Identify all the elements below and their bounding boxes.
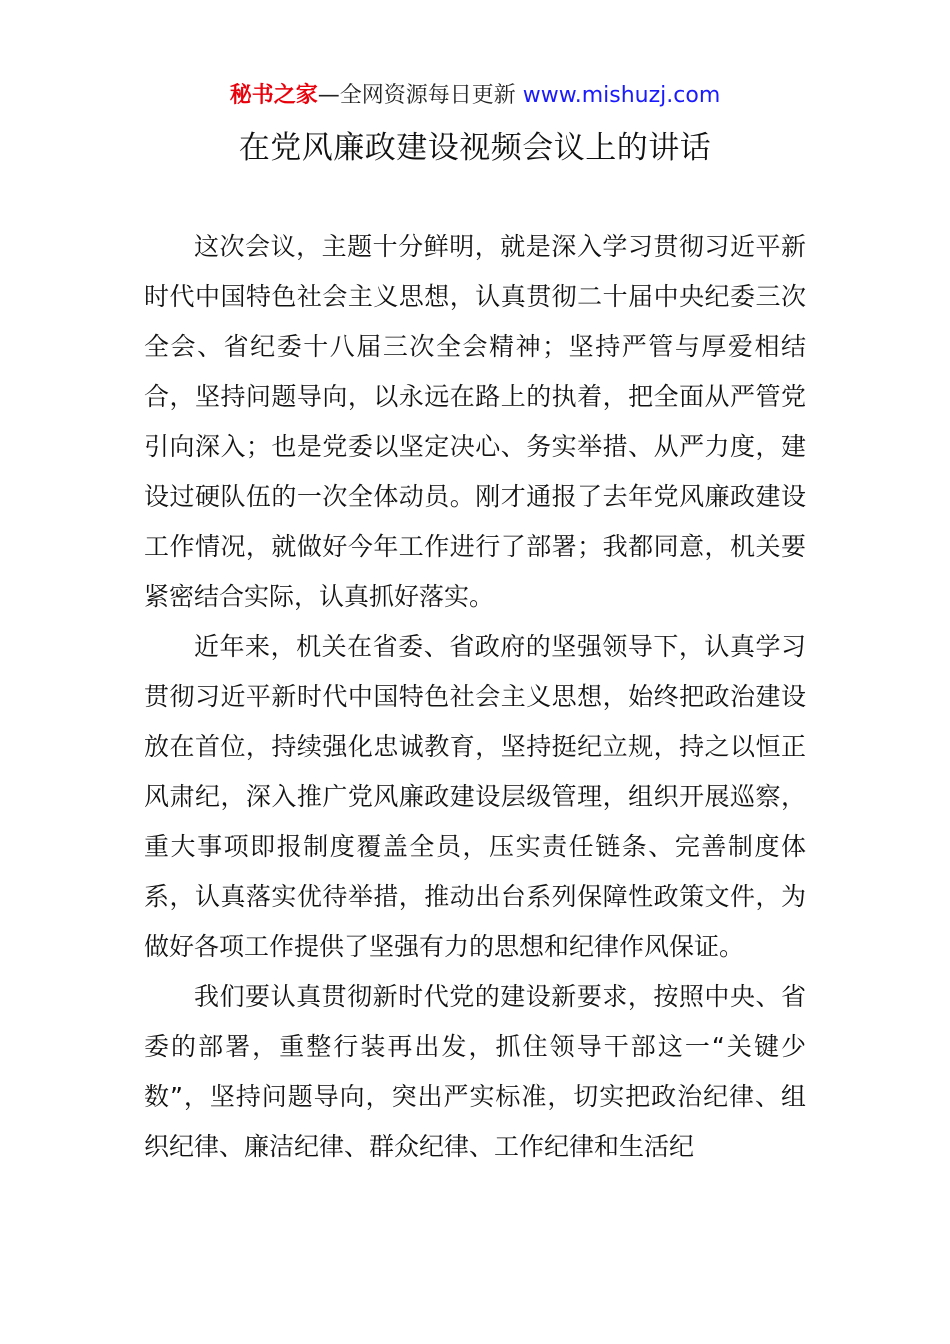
document-body (144, 222, 806, 1172)
site-brand: 秘书之家 (229, 83, 318, 108)
paragraph-3: 我们要认真贯彻新时代党的建设新要求，按照中央、省委的部署，重整行装再出发，抓住领导干部这一“关键少数”，坚持问题导向，突出严实标准，切实把政治纪律、组织纪律、廉洁纪律、群众纪律、工作纪律和生活纪 (144, 982, 806, 1161)
document-title: 在党风廉政建设视频会议上的讲话 (238, 130, 712, 166)
paragraph-2: 近年来，机关在省委、省政府的坚强领导下，认真学习贯彻习近平新时代中国特色社会主义思想，始终把政治建设放在首位，持续强化忠诚教育，坚持挺纪立规，持之以恒正风肃纪，深入推广党风廉政建设层级管理，组织开展巡察，重大事项即报制度覆盖全员，压实责任链条、完善制度体系，认真落实优待举措，推动出台系列保障性政策文件，为做好各项工作提供了坚强有力的思想和纪律作风保证。 (144, 632, 806, 961)
site-header (0, 80, 950, 112)
paragraph-1: 这次会议，主题十分鲜明，就是深入学习贯彻习近平新时代中国特色社会主义思想，认真贯彻二十届中央纪委三次全会、省纪委十八届三次全会精神；坚持严管与厚爱相结合，坚持问题导向，以永远在路上的执着，把全面从严管党引向深入；也是党委以坚定决心、务实举措、从严力度，建设过硬队伍的一次全体动员。刚才通报了去年党风廉政建设工作情况，就做好今年工作进行了部署；我都同意，机关要紧密结合实际，认真抓好落实。 (144, 232, 806, 611)
site-url-link[interactable]: www.mishuzj.com (522, 83, 721, 108)
site-tagline: —全网资源每日更新 (317, 83, 523, 108)
